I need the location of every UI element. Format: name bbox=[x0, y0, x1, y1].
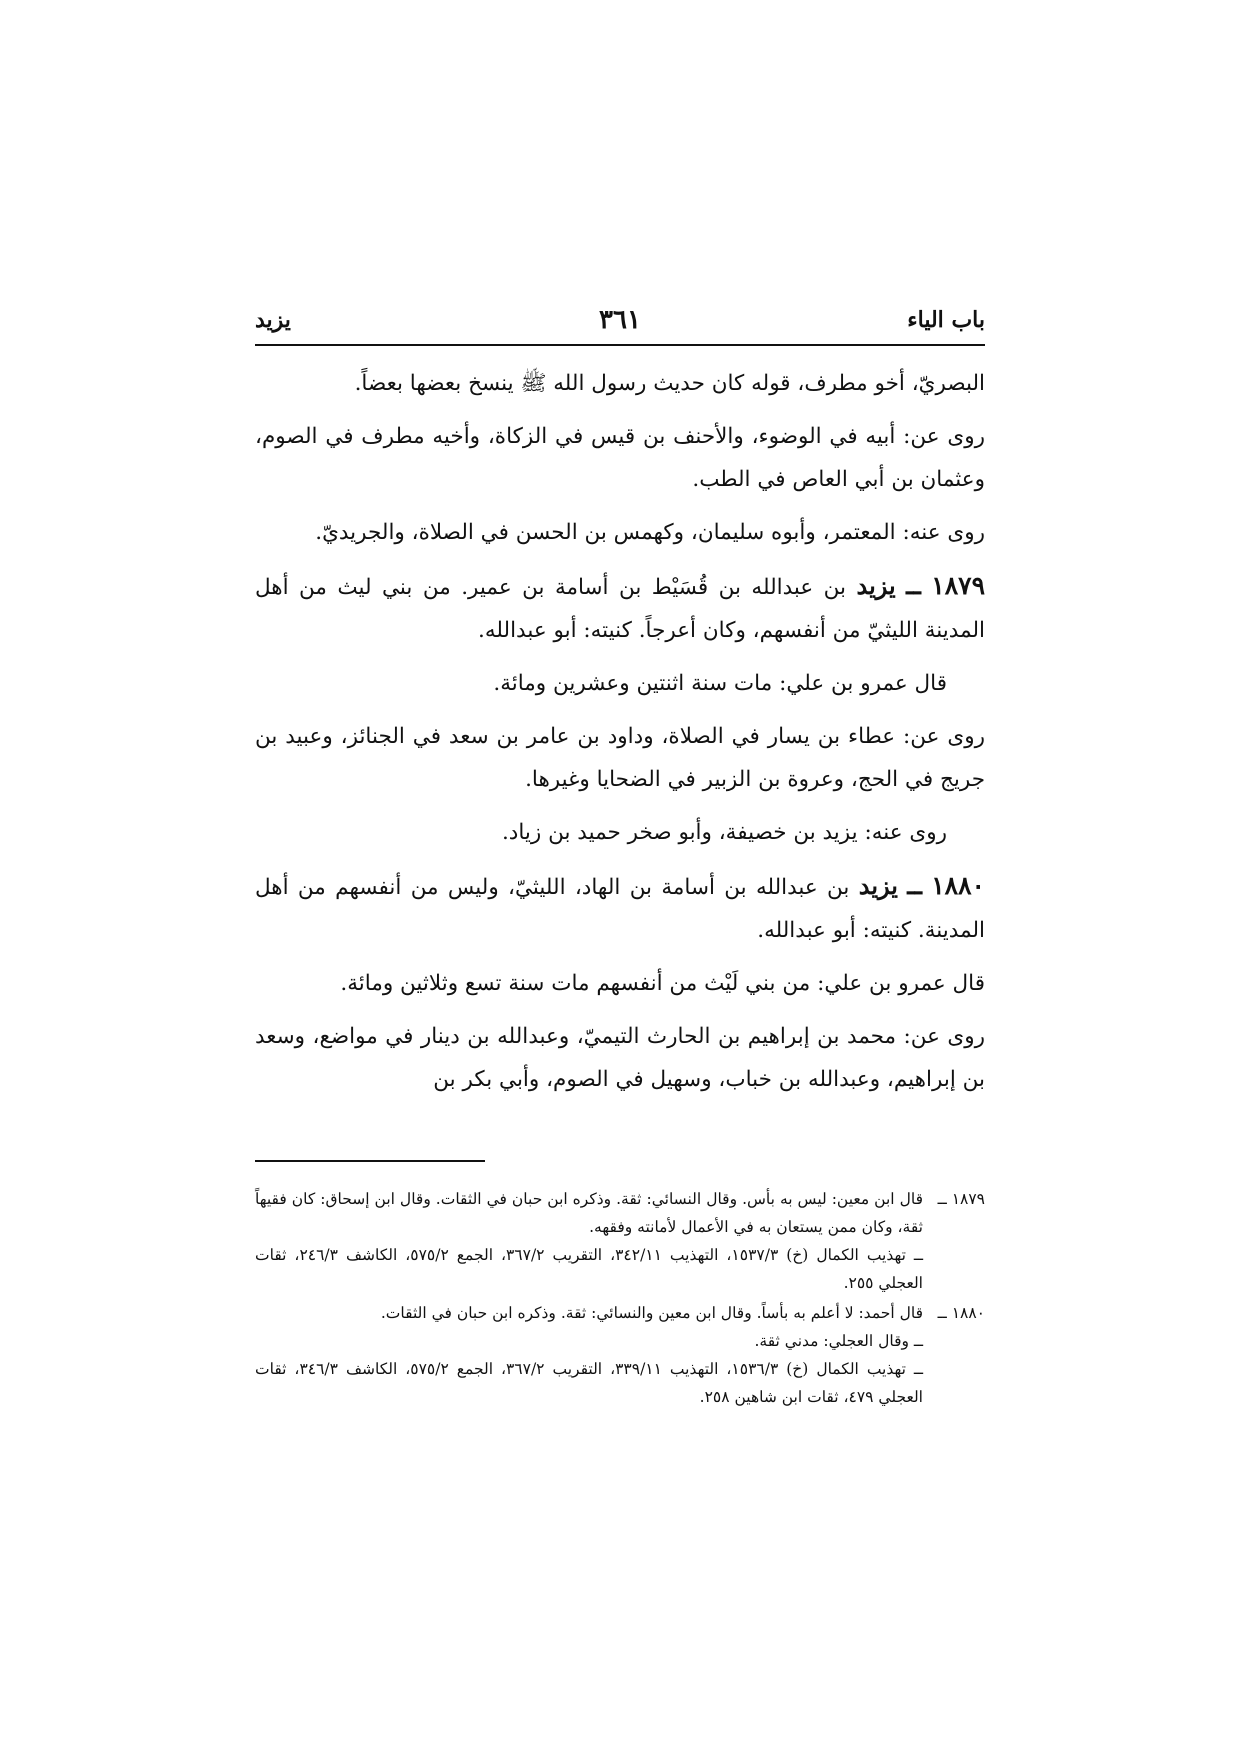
page-number: ٣٦١ bbox=[599, 305, 641, 335]
footnote-separator bbox=[255, 1160, 485, 1162]
section-title: يزيد bbox=[255, 307, 291, 333]
footnote-line: ــ تهذيب الكمال (خ) ١٥٣٧/٣، التهذيب ٣٤٢/١١، التقريب ٣٦٧/٢، الجمع ٥٧٥/٢، الكاشف ٢٤٦/٣، ثقات العجلي ٢٥٥. bbox=[255, 1246, 923, 1292]
entry-dash: ــ bbox=[907, 871, 922, 900]
paragraph-text: بن عبدالله بن قُسَيْط بن أسامة بن عمير. من بني ليث من أهل المدينة الليثيّ من أنفسهم، وكان أعرجاً. كنيته: أبو عبدالله. bbox=[255, 575, 985, 643]
paragraph bbox=[255, 962, 985, 1005]
paragraph-text: قال عمرو بن علي: من بني لَيْث من أنفسهم مات سنة تسع وثلاثين ومائة. bbox=[340, 971, 985, 996]
paragraph-text: البصريّ، أخو مطرف، قوله كان حديث رسول الله ﷺ ينسخ بعضها بعضاً. bbox=[354, 371, 985, 396]
entry-number: ١٨٧٩ bbox=[931, 571, 985, 600]
paragraph bbox=[255, 511, 985, 554]
footnote-line: ــ تهذيب الكمال (خ) ١٥٣٦/٣، التهذيب ٣٣٩/١١، التقريب ٣٦٧/٢، الجمع ٥٧٥/٢، الكاشف ٣٤٦/٣، ثقات العجلي ٤٧٩، ثقات ابن شاهين ٢٥٨. bbox=[255, 1360, 923, 1406]
paragraph bbox=[255, 415, 985, 501]
footnote-line: قال ابن معين: ليس به بأس. وقال النسائي: ثقة. وذكره ابن حبان في الثقات. وقال ابن إسحاق: كان فقيهاً ثقة، وكان ممن يستعان به في الأعمال لأمانته وفقهه. bbox=[255, 1190, 923, 1236]
paragraph-text: بن عبدالله بن أسامة بن الهاد، الليثيّ، وليس من أنفسهم من أهل المدينة. كنيته: أبو عبدالله. bbox=[255, 875, 985, 943]
entry-paragraph bbox=[255, 564, 985, 652]
footnote-line: ــ وقال العجلي: مدني ثقة. bbox=[754, 1332, 923, 1350]
footnote bbox=[255, 1299, 985, 1411]
footnote-number: ١٨٧٩ ــ bbox=[937, 1190, 985, 1208]
book-page bbox=[255, 300, 985, 1406]
footnote bbox=[255, 1185, 985, 1297]
paragraph bbox=[255, 715, 985, 801]
footnote-line: قال أحمد: لا أعلم به بأساً. وقال ابن معين والنسائي: ثقة. وذكره ابن حبان في الثقات. bbox=[380, 1304, 923, 1322]
paragraph bbox=[255, 662, 985, 705]
paragraph bbox=[255, 811, 985, 854]
paragraph bbox=[255, 1015, 985, 1101]
paragraph-text: روى عن: أبيه في الوضوء، والأحنف بن قيس في الزكاة، وأخيه مطرف في الصوم، وعثمان بن أبي العاص في الطب. bbox=[255, 424, 985, 492]
footnotes bbox=[255, 1185, 985, 1413]
running-head bbox=[255, 300, 985, 346]
entry-number: ١٨٨٠ bbox=[931, 871, 985, 900]
main-text bbox=[255, 362, 985, 1101]
paragraph-text: روى عنه: يزيد بن خصيفة، وأبو صخر حميد بن زياد. bbox=[501, 820, 947, 845]
entry-name: يزيد bbox=[856, 571, 896, 600]
entry-name: يزيد bbox=[858, 871, 898, 900]
chapter-title: باب الياء bbox=[907, 307, 985, 333]
paragraph-text: قال عمرو بن علي: مات سنة اثنتين وعشرين ومائة. bbox=[493, 671, 947, 696]
paragraph bbox=[255, 362, 985, 405]
footnote-number: ١٨٨٠ ــ bbox=[937, 1304, 985, 1322]
entry-paragraph bbox=[255, 864, 985, 952]
paragraph-text: روى عن: عطاء بن يسار في الصلاة، وداود بن عامر بن سعد في الجنائز، وعبيد بن جريج في الحج، وعروة بن الزبير في الضحايا وغيرها. bbox=[255, 724, 985, 792]
paragraph-text: روى عن: محمد بن إبراهيم بن الحارث التيميّ، وعبدالله بن دينار في مواضع، وسعد بن إبراهيم، وعبدالله بن خباب، وسهيل في الصوم، وأبي بكر بن bbox=[255, 1024, 985, 1092]
entry-dash: ــ bbox=[906, 571, 921, 600]
paragraph-text: روى عنه: المعتمر، وأبوه سليمان، وكهمس بن الحسن في الصلاة، والجريديّ. bbox=[315, 520, 985, 545]
